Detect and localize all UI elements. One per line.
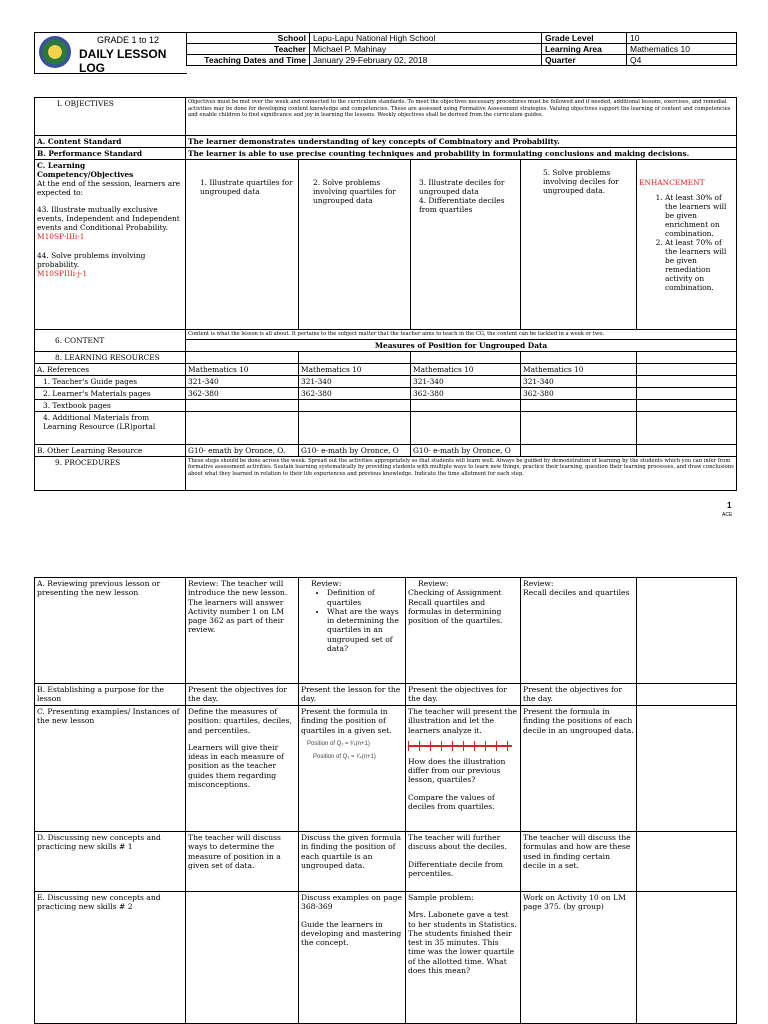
textbook-label: 3. Textbook pages <box>35 399 186 411</box>
objectives-note: Objectives must be met over the week and connected to the curriculum standards. To meet the objectives necessary procedures must be followed and if needed, additional lessons, exercises, and remedial activities may be done for developing content knowledge and competencies. These are assessed using Formative Assessment strategies. Valuing objectives support the learning of content and competencies and enable children to find significance and joy in learning the lessons. Weekly objectives shall be derived from the curriculum guides. <box>186 98 737 136</box>
school-label: School <box>187 33 310 44</box>
other-resource-label: B. Other Learning Resource <box>35 444 186 456</box>
lm-day3: 362-380 <box>411 387 521 399</box>
dates-value: January 29-February 02, 2018 <box>310 55 542 66</box>
row-a-day4-title: Review: <box>523 579 554 588</box>
row-d-label: D. Discussing new concepts and practicing new skills # 1 <box>35 832 186 892</box>
row-c-day2 <box>299 706 406 832</box>
content-note: Content is what the lesson is all about. It pertains to the subject matter that the teacher aims to teach in the CG, the content can be tackled in a week or two. <box>186 330 737 340</box>
tg-day4: 321-340 <box>521 375 637 387</box>
competency-intro: At the end of the session, learners are expected to: <box>37 179 181 198</box>
content-title: Measures of Position for Ungrouped Data <box>186 339 737 351</box>
other-day3: G10- e-math by Oronce, O <box>411 444 521 456</box>
objectives-label: I. OBJECTIVES <box>35 98 186 136</box>
content-standard: The learner demonstrates understanding of key concepts of Combinatory and Probability. <box>186 136 737 148</box>
formula-q3: Position of Q₁ = ³⁄₄(n+1) <box>307 740 370 747</box>
performance-standard-label: B. Performance Standard <box>35 148 186 160</box>
row-a-day4-text: Recall deciles and quartiles <box>523 588 630 598</box>
row-a-day3 <box>406 578 521 684</box>
row-c-label: C. Presenting examples/ Instances of the new lesson <box>35 706 186 832</box>
competency-cell <box>35 160 186 330</box>
teacher-label: Teacher <box>187 44 310 55</box>
other-day2: G10- e-math by Oronce, O <box>299 444 411 456</box>
row-e-day2-text-b: Guide the learners in developing and mastering the concept. <box>301 919 402 947</box>
row-a-day1: Review: The teacher will introduce the new lesson. The learners will answer Activity number 1 on LM page 362 as part of their review. <box>186 578 299 684</box>
objectives-table <box>34 97 737 491</box>
references-label: A. References <box>35 363 186 375</box>
formula-q1: Position of Q₁ = ¹⁄₄(n+1) <box>313 754 376 761</box>
row-c-day3-text-a: The teacher will present the illustration and let the learners analyze it. <box>408 707 517 735</box>
content-label: 6. CONTENT <box>35 330 186 352</box>
enhancement-item-2: 2. At least 70% of the learners will be given remediation activity on combination. <box>665 238 734 292</box>
row-e-label: E. Discussing new concepts and practicing new skills # 2 <box>35 892 186 1024</box>
page-number: 1 <box>727 501 732 510</box>
tg-day2: 321-340 <box>299 375 411 387</box>
lm-day2: 362-380 <box>299 387 411 399</box>
row-b-label: B. Establishing a purpose for the lesson <box>35 684 186 706</box>
competency-43: 43. Illustrate mutually exclusive events, Independent and Independent events and Conditional Probability. <box>37 205 180 233</box>
logo-header-block <box>34 32 187 74</box>
tg-day3: 321-340 <box>411 375 521 387</box>
day4-objective: 5. Solve problems involving deciles for ungrouped data. <box>521 160 637 330</box>
row-c-day1-text-a: Define the measures of position: quartiles, deciles, and percentiles. <box>188 707 292 735</box>
competency-44: 44. Solve problems involving probability. <box>37 251 146 270</box>
row-a-day2 <box>299 578 406 684</box>
additional-materials-label: 4. Additional Materials from Learning Resource (LR)portal <box>35 411 186 444</box>
row-c-day3-text-b: How does the illustration differ from our previous lesson, quartiles? <box>408 756 506 785</box>
row-e-day4: Work on Activity 10 on LM page 375. (by group) <box>521 892 637 1024</box>
header-info-table <box>186 32 737 66</box>
row-d-day4: The teacher will discuss the formulas and how are these used in finding certain decile in a set. <box>521 832 637 892</box>
row-d-day3-text-a: The teacher will further discuss about the deciles. <box>408 833 507 852</box>
performance-standard: The learner is able to use precise counting techniques and probability in formulating conclusions and making decisions. <box>186 148 737 160</box>
row-b-day3: Present the objectives for the day. <box>406 684 521 706</box>
row-c-day2-text: Present the formula in finding the position of quartiles in a given set. <box>301 707 392 735</box>
dates-label: Teaching Dates and Time <box>187 55 310 66</box>
row-e-day3-text-a: Sample problem: <box>408 893 474 902</box>
row-e-day2 <box>299 892 406 1024</box>
quarter-value: Q4 <box>627 55 737 66</box>
row-a-day2-item-2: • What are the ways in determining the quartiles in an ungrouped set of data? <box>327 607 403 653</box>
learning-area-label: Learning Area <box>542 44 627 55</box>
row-d-day1: The teacher will discuss ways to determine the measure of position in a given set of data. <box>186 832 299 892</box>
grade-range: GRADE 1 to 12 <box>97 35 160 45</box>
teacher-value: Michael P. Mahinay <box>310 44 542 55</box>
school-value: Lapu-Lapu National High School <box>310 33 542 44</box>
quarter-label: Quarter <box>542 55 627 66</box>
row-e-day2-text-a: Discuss examples on page 368-369 <box>301 893 402 912</box>
enhancement-cell <box>637 160 737 330</box>
row-a-label: A. Reviewing previous lesson or presenting the new lesson <box>35 578 186 684</box>
row-c-day1-text-b: Learners will give their ideas in each measure of position as the teacher guides them regarding misconceptions. <box>188 742 284 789</box>
resources-label: 8. LEARNING RESOURCES <box>35 351 186 363</box>
procedures-table <box>34 577 737 1024</box>
grade-level-label: Grade Level <box>542 33 627 44</box>
deped-seal-icon <box>39 36 71 68</box>
row-d-day3 <box>406 832 521 892</box>
learning-area-value: Mathematics 10 <box>627 44 737 55</box>
row-a-day3-text: Checking of Assignment Recall quartiles and formulas in determining position of the quartiles. <box>408 588 503 625</box>
row-a-day2-title: Review: <box>311 579 342 588</box>
lm-label: 2. Learner's Materials pages <box>35 387 186 399</box>
content-standard-label: A. Content Standard <box>35 136 186 148</box>
reference-day3: Mathematics 10 <box>411 363 521 375</box>
other-day1: G10- emath by Oronce, O. <box>186 444 299 456</box>
row-a-day4 <box>521 578 637 684</box>
row-a-day2-list <box>301 588 403 653</box>
row-c-day1 <box>186 706 299 832</box>
row-b-day4: Present the objectives for the day. <box>521 684 637 706</box>
tg-label: 1. Teacher's Guide pages <box>35 375 186 387</box>
lm-day1: 362-380 <box>186 387 299 399</box>
decile-illustration <box>408 739 518 753</box>
reference-day1: Mathematics 10 <box>186 363 299 375</box>
day3-objective-4: 4. Differentiate deciles from quartiles <box>419 196 505 215</box>
grade-level-value: 10 <box>627 33 737 44</box>
row-a-day2-item-1: • Definition of quartiles <box>327 588 403 607</box>
code-43: M10SP-IIIi-1 <box>37 232 85 242</box>
enhancement-title: ENHANCEMENT <box>639 178 705 188</box>
row-b-day1: Present the objectives for the day. <box>186 684 299 706</box>
row-c-day3-text-c: Compare the values of deciles from quartiles. <box>408 792 495 811</box>
enhancement-item-1: 1. At least 30% of the learners will be given enrichment on combination. <box>665 193 734 238</box>
day3-objective-3: 3. Illustrate deciles for ungrouped data <box>419 178 505 197</box>
day2-objective: 2. Solve problems involving quartiles for ungrouped data <box>299 160 411 330</box>
row-e-day3-text-b: Mrs. Labonete gave a test to her students in Statistics. The students finished their test in 35 minutes. This time was the lower quartile of the allotted time. What does this mean? <box>408 910 517 975</box>
row-c-day3 <box>406 706 521 832</box>
procedures-note: These steps should be done across the week. Spread out the activities appropriately so that students will learn well. Always be guided by demonstration of learning by the students which you can infer from formative assessment activities. Sustain learning systematically by providing students with multiple ways to learn new things, practice their learning, question their learning processes, and draw conclusions about what they learned in relation to their life experiences and previous knowledge. Indicate the time allotment for each step. <box>186 456 737 490</box>
day3-objectives <box>411 160 521 330</box>
reference-day4: Mathematics 10 <box>521 363 637 375</box>
row-d-day2: Discuss the given formula in finding the position of each quartile is an ungrouped data. <box>299 832 406 892</box>
enhancement-list <box>639 193 734 292</box>
row-a-day3-title: Review: <box>418 579 449 588</box>
row-c-day4: Present the formula in finding the positions of each decile in an ungrouped data. <box>521 706 637 832</box>
page-tag: ACE <box>722 512 733 518</box>
day1-objective: 1. Illustrate quartiles for ungrouped data <box>186 160 299 330</box>
row-e-day3 <box>406 892 521 1024</box>
log-title: DAILY LESSON LOG <box>79 47 167 75</box>
competency-label: C. Learning Competency/Objectives <box>37 161 134 180</box>
row-d-day3-text-b: Differentiate decile from percentiles. <box>408 859 503 878</box>
tg-day1: 321-340 <box>186 375 299 387</box>
row-b-day2: Present the lesson for the day. <box>299 684 406 706</box>
lm-day4: 362-380 <box>521 387 637 399</box>
reference-day2: Mathematics 10 <box>299 363 411 375</box>
code-44: M10SPIIIi-j-1 <box>37 269 88 279</box>
procedures-label: 9. PROCEDURES <box>35 456 186 490</box>
